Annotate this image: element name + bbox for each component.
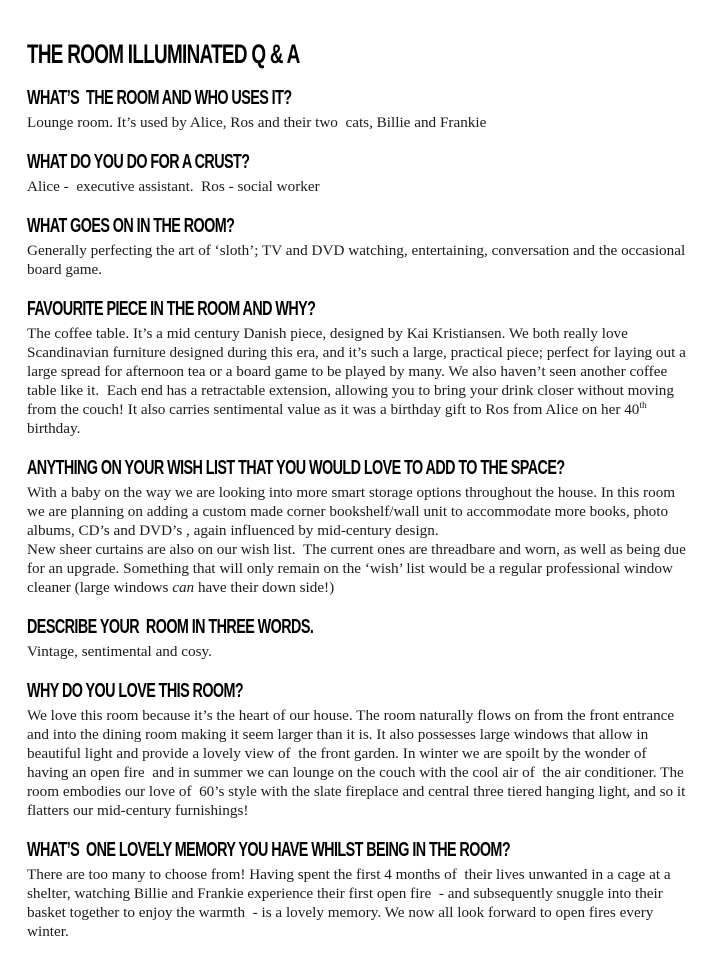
qa-sections xyxy=(27,86,695,941)
qa-section xyxy=(27,679,695,820)
answer-paragraph xyxy=(27,113,695,132)
body-text: The coffee table. It’s a mid century Danish piece, designed by Kai Kristiansen. We both really love Scandinavian furniture designed during this era, and it’s such a large, practical piece; perfect for laying out a large spread for afternoon tea or a board game to be played by many. We also haven’t seen another coffee table like it. Each end has a retractable extension, allowing you to bring your drink closer without moving from the couch! It also carries sentimental value as it was a birthday gift to Ros from Alice on her 40 xyxy=(27,325,690,418)
answer-paragraph xyxy=(27,241,695,279)
body-text: There are too many to choose from! Having spent the first 4 months of their lives unwanted in a cage at a shelter, watching Billie and Frankie experience their first open fire - and subsequently snuggle into their basket together to enjoy the warmth - is a lovely memory. We now all look forward to open fires every winter. xyxy=(27,866,675,940)
body-text: birthday. xyxy=(27,401,651,437)
question-heading: ANYTHING ON YOUR WISH LIST THAT YOU WOULD LOVE TO ADD TO THE SPACE? xyxy=(27,456,565,479)
body-text: Lounge room. It’s used by Alice, Ros and their two cats, Billie and Frankie xyxy=(27,114,487,131)
body-text: Alice - executive assistant. Ros - social worker xyxy=(27,178,320,195)
question-heading: WHAT DO YOU DO FOR A CRUST? xyxy=(27,150,250,173)
qa-section xyxy=(27,214,695,279)
question-heading: WHAT’S THE ROOM AND WHO USES IT? xyxy=(27,86,292,109)
qa-section xyxy=(27,615,695,661)
superscript-text: th xyxy=(639,400,647,411)
qa-section xyxy=(27,86,695,132)
qa-section xyxy=(27,456,695,597)
body-text: Generally perfecting the art of ‘sloth’; TV and DVD watching, entertaining, conversation and the occasional board game. xyxy=(27,242,689,278)
answer-paragraph xyxy=(27,483,695,540)
question-heading: WHAT GOES ON IN THE ROOM? xyxy=(27,214,235,237)
answer-paragraph xyxy=(27,177,695,196)
answer-text xyxy=(27,483,695,597)
body-text: We love this room because it’s the heart of our house. The room naturally flows on from the front entrance and into the dining room making it seem larger than it is. It also possesses large windows that allow in beautiful light and provide a lovely view of the front garden. In winter we are spoilt by the wonder of having an open fire and in summer we can lounge on the couch with the cool air of the air conditioner. The room embodies our love of 60’s style with the slate fireplace and central three tiered hanging light, and so it flatters our mid-century furnishings! xyxy=(27,707,690,819)
qa-section xyxy=(27,297,695,438)
answer-text xyxy=(27,642,695,661)
question-heading: WHAT’S ONE LOVELY MEMORY YOU HAVE WHILST BEING IN THE ROOM? xyxy=(27,838,511,861)
body-text: Vintage, sentimental and cosy. xyxy=(27,643,212,660)
answer-text xyxy=(27,865,695,941)
question-heading: FAVOURITE PIECE IN THE ROOM AND WHY? xyxy=(27,297,316,320)
body-text: With a baby on the way we are looking into more smart storage options throughout the house. In this room we are planning on adding a custom made corner bookshelf/wall unit to accommodate more books, photo albums, CD’s and DVD’s , again influenced by mid-century design. xyxy=(27,484,679,539)
answer-text xyxy=(27,706,695,820)
body-text: New sheer curtains are also on our wish list. The current ones are threadbare and worn, as well as being due for an upgrade. Something that will only remain on the ‘wish’ list would be a regular professional window cleaner (large windows xyxy=(27,541,690,596)
question-heading: DESCRIBE YOUR ROOM IN THREE WORDS. xyxy=(27,615,314,638)
answer-paragraph xyxy=(27,324,695,438)
answer-paragraph xyxy=(27,706,695,820)
body-text: have their down side!) xyxy=(194,579,335,596)
qa-section xyxy=(27,838,695,941)
answer-paragraph xyxy=(27,540,695,597)
question-heading: WHY DO YOU LOVE THIS ROOM? xyxy=(27,679,244,702)
answer-text xyxy=(27,113,695,132)
answer-text xyxy=(27,177,695,196)
page-title: THE ROOM ILLUMINATED Q & A xyxy=(27,39,300,69)
answer-text xyxy=(27,324,695,438)
answer-paragraph xyxy=(27,865,695,941)
italic-text: can xyxy=(172,579,195,596)
answer-text xyxy=(27,241,695,279)
answer-paragraph xyxy=(27,642,695,661)
qa-section xyxy=(27,150,695,196)
